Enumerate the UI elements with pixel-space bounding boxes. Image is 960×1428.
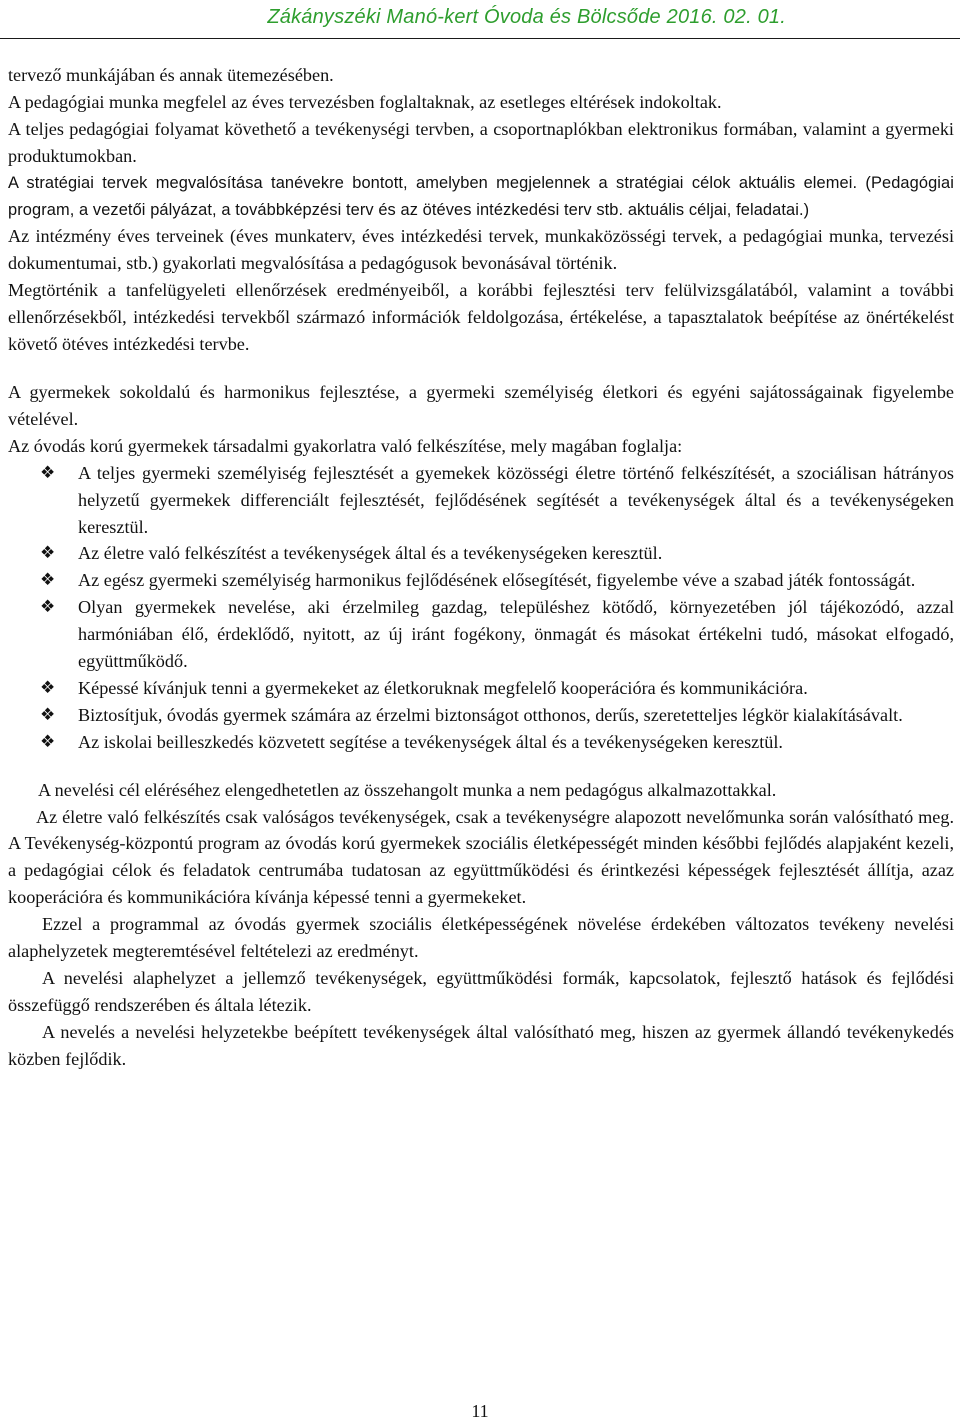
bullet-list <box>8 460 954 756</box>
diamond-bullet-icon: ❖ <box>40 704 56 724</box>
diamond-bullet-icon: ❖ <box>40 570 56 590</box>
list-item-text: Az életre való felkészítést a tevékenységek által és a tevékenységeken keresztül. <box>78 543 663 564</box>
paragraph: Az életre való felkészítés csak valóságos tevékenységek, csak a tevékenységre alapozott nevelőmunka során valósítható meg. A Tevékenység-központú program az óvodás korú gyermekek szociális életképességét minden későbbi fejlődés alapjaként kezeli, a pedagógiai célok és feladatok centrumába tudatosan az együttműködési és érintkezési képességek fejlesztését állítja, azaz kooperációra és kommunikációra kívánja képessé tenni a gyermekeket. <box>8 806 954 908</box>
paragraph: A nevelés a nevelési helyzetekbe beépített tevékenységek által valósítható meg, hiszen az gyermek állandó tevékenykedés közben fejlődik. <box>8 1021 954 1069</box>
list-item-text: Az egész gyermeki személyiség harmonikus fejlődésének elősegítését, figyelembe véve a szabad játék fontosságát. <box>78 570 916 591</box>
diamond-bullet-icon: ❖ <box>40 543 56 563</box>
paragraph: Az intézmény éves terveinek (éves munkaterv, éves intézkedési tervek, munkaközösségi tervek, a pedagógiai munka, tervezési dokumentumai, stb.) gyakorlati megvalósítása a pedagógusok bevonásával történik. <box>8 226 954 274</box>
list-item-text: Biztosítjuk, óvodás gyermek számára az érzelmi biztonságot otthonos, derűs, szeretetteljes légkör kialakításávalt. <box>78 704 903 725</box>
paragraph: tervező munkájában és annak ütemezésében. <box>8 65 334 85</box>
list-item <box>8 729 954 756</box>
paragraph: A nevelési alaphelyzet a jellemző tevékenységek, együttműködési formák, kapcsolatok, fejlesztő hatások és fejlődési összefüggő rendszerében és általa létezik. <box>8 968 954 1015</box>
paragraph: Megtörténik a tanfelügyeleti ellenőrzések eredményeiből, a korábbi fejlesztési terv felülvizsgálatából, valamint a további ellenőrzésekből, intézkedési tervekből származó információk feldolgozása, értékelése, a tapasztalatok beépítése az önértékelést követő ötéves intézkedési tervbe. <box>8 280 954 355</box>
paragraph: A gyermekek sokoldalú és harmonikus fejlesztése, a gyermeki személyiség életkori és egyéni sajátosságainak figyelembe vételével. <box>8 381 954 429</box>
diamond-bullet-icon: ❖ <box>40 462 56 482</box>
list-item-text: Képessé kívánjuk tenni a gyermekeket az életkoruknak megfelelő kooperációra és kommunikációra. <box>78 677 808 698</box>
list-item <box>8 675 954 702</box>
diamond-bullet-icon: ❖ <box>40 677 56 697</box>
paragraph: Ezzel a programmal az óvodás gyermek szociális életképességének növelése érdekében változatos tevékeny nevelési alaphelyzetek megteremtésével feltételezi az eredményt. <box>8 914 954 962</box>
list-item-text: A teljes gyermeki személyiség fejlesztését a gyemekek közösségi életre történő felkészítését, a szociálisan hátrányos helyzetű gyermekek differenciált fejlesztését, fejlődésének segítését a tevékenységek által és a tevékenységeken keresztül. <box>78 462 954 537</box>
paragraph: A stratégiai tervek megvalósítása tanévekre bontott, amelyben megjelennek a stratégiai célok aktuális elemei. (Pedagógiai program, a vezetői pályázat, a továbbképzési terv és az ötéves intézkedési terv stb. aktuális céljai, feladatai.) <box>8 173 954 219</box>
list-item <box>8 594 954 675</box>
list-item-text: Olyan gyermekek nevelése, aki érzelmileg gazdag, településhez kötődő, környezetében jól tájékozódó, azzal harmóniában élő, érdeklődő, nyitott, az új iránt fogékony, önmagát és másokat értékelni tudó, másokat elfogadó, együttműködő. <box>78 597 954 672</box>
list-item-text: Az iskolai beilleszkedés közvetett segítése a tevékenységek által és a tevékenységeken keresztül. <box>78 731 783 752</box>
list-item <box>8 540 954 567</box>
paragraph: Az óvodás korú gyermekek társadalmi gyakorlatra való felkészítése, mely magában foglalja: <box>8 435 683 456</box>
list-item <box>8 460 954 541</box>
document-body <box>8 62 954 1073</box>
paragraph: A teljes pedagógiai folyamat követhető a tevékenységi tervben, a csoportnaplókban elektronikus formában, valamint a gyermeki produktumokban. <box>8 118 954 166</box>
page-header <box>0 4 960 39</box>
paragraph: A pedagógiai munka megfelel az éves tervezésben foglaltaknak, az esetleges eltérések indokoltak. <box>8 91 722 112</box>
header-title: Zákányszéki Manó-kert Óvoda és Bölcsőde 2016. 02. 01. <box>267 6 786 28</box>
list-item <box>8 702 954 729</box>
list-item <box>8 567 954 594</box>
diamond-bullet-icon: ❖ <box>40 597 56 617</box>
page-number: 11 <box>471 1401 489 1421</box>
paragraph: A nevelési cél eléréséhez elengedhetetlen az összehangolt munka a nem pedagógus alkalmazottakkal. <box>38 779 777 800</box>
diamond-bullet-icon: ❖ <box>40 731 56 751</box>
